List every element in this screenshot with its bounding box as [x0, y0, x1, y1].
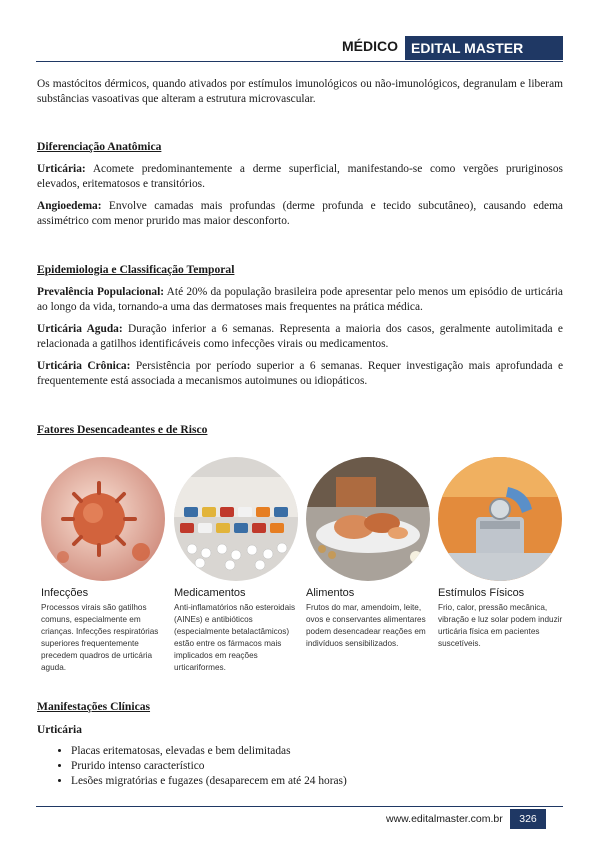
- definition: Persistência por período superior a 6 semanas. Requer investigação mais aprofundada e frequentemente está associada a mecanismos autoimunes ou idiopáticos.: [37, 360, 564, 387]
- fatores-grid: [37, 457, 563, 687]
- term: Urticária:: [37, 163, 86, 175]
- manifestacoes-subheading: Urticária: [37, 724, 82, 736]
- factor-description: Anti-inflamatórios não esteroidais (AINEs) e antibióticos (especialmente betalactâmicos) estão entre os fármacos mais implicados em reações urticariformes.: [174, 603, 296, 672]
- epidemiologia-heading: Epidemiologia e Classificação Temporal: [37, 263, 235, 276]
- food-illustration: [306, 457, 430, 581]
- intro-paragraph: Os mastócitos dérmicos, quando ativados por estímulos imunológicos ou não-imunológicos, degranulam e liberam substâncias vasoativas que alteram a estrutura microvascular.: [37, 78, 563, 105]
- term: Angioedema:: [37, 200, 102, 212]
- factor-description: Frio, calor, pressão mecânica, vibração e luz solar podem induzir urticária física em pacientes suscetíveis.: [438, 603, 563, 648]
- diferenciacao-item: [37, 162, 563, 192]
- header-divider: [36, 61, 563, 62]
- factor-title: Infecções: [41, 587, 89, 599]
- list-item: • Lesões migratórias e fugazes (desaparecem em até 24 horas): [71, 774, 563, 789]
- epidemiologia-item: [37, 322, 563, 352]
- virus-illustration: [41, 457, 165, 581]
- factor-description: Processos virais são gatilhos comuns, especialmente em crianças. Infecções respiratórias superiores frequentemente precedem quadros de urticária aguda.: [41, 603, 159, 672]
- list-item: • Prurido intenso característico: [71, 759, 563, 774]
- manifestacoes-list: [37, 744, 563, 789]
- footer-url[interactable]: www.editalmaster.com.br: [386, 813, 503, 825]
- list-item: • Placas eritematosas, elevadas e bem delimitadas: [71, 744, 563, 759]
- manifestacoes-heading: Manifestações Clínicas: [37, 700, 151, 713]
- manifestacoes-section: [37, 699, 563, 789]
- factor-description: Frutos do mar, amendoim, leite, ovos e conservantes alimentares podem desencadear reações em indivíduos sensibilizados.: [306, 603, 426, 648]
- diferenciacao-heading: Diferenciação Anatômica: [37, 140, 162, 153]
- medication-illustration: [174, 457, 298, 581]
- header-brand-badge: EDITAL MASTER: [405, 36, 563, 60]
- physical-stimuli-illustration: [438, 457, 562, 581]
- factor-card-estimulos-fisicos: [438, 457, 566, 650]
- factor-card-infeccoes: [41, 457, 169, 674]
- epidemiologia-item: [37, 285, 563, 315]
- header-section-label: MÉDICO: [342, 38, 398, 54]
- factor-card-alimentos: [306, 457, 434, 650]
- factor-title: Alimentos: [306, 587, 355, 599]
- definition: Acomete predominantemente a derme superficial, manifestando-se como vergões pruriginosos elevados, eritematosos e transitórios.: [37, 163, 563, 190]
- factor-title: Estímulos Físicos: [438, 587, 525, 599]
- factor-card-medicamentos: [174, 457, 302, 674]
- page-content: [37, 77, 563, 437]
- definition: Envolve camadas mais profundas (derme profunda e tecido subcutâneo), causando edema assimétrico com menor prurido mas maior desconforto.: [37, 200, 563, 227]
- footer-divider: [36, 806, 563, 807]
- fatores-heading: Fatores Desencadeantes e de Risco: [37, 423, 208, 436]
- epidemiologia-item: [37, 359, 563, 389]
- page-number: 326: [510, 809, 546, 829]
- diferenciacao-item: [37, 199, 563, 229]
- factor-title: Medicamentos: [174, 587, 246, 599]
- definition: Duração inferior a 6 semanas. Representa a maioria dos casos, geralmente autolimitada e relacionada a gatilhos identificáveis como infecções virais ou medicamentos.: [37, 323, 563, 350]
- term: Urticária Aguda:: [37, 323, 123, 335]
- term: Prevalência Populacional:: [37, 286, 165, 298]
- definition: Até 20% da população brasileira pode apresentar pelo menos um episódio de urticária ao longo da vida, tornando-a uma das dermatoses mais frequentes na prática médica.: [37, 286, 563, 313]
- term: Urticária Crônica:: [37, 360, 131, 372]
